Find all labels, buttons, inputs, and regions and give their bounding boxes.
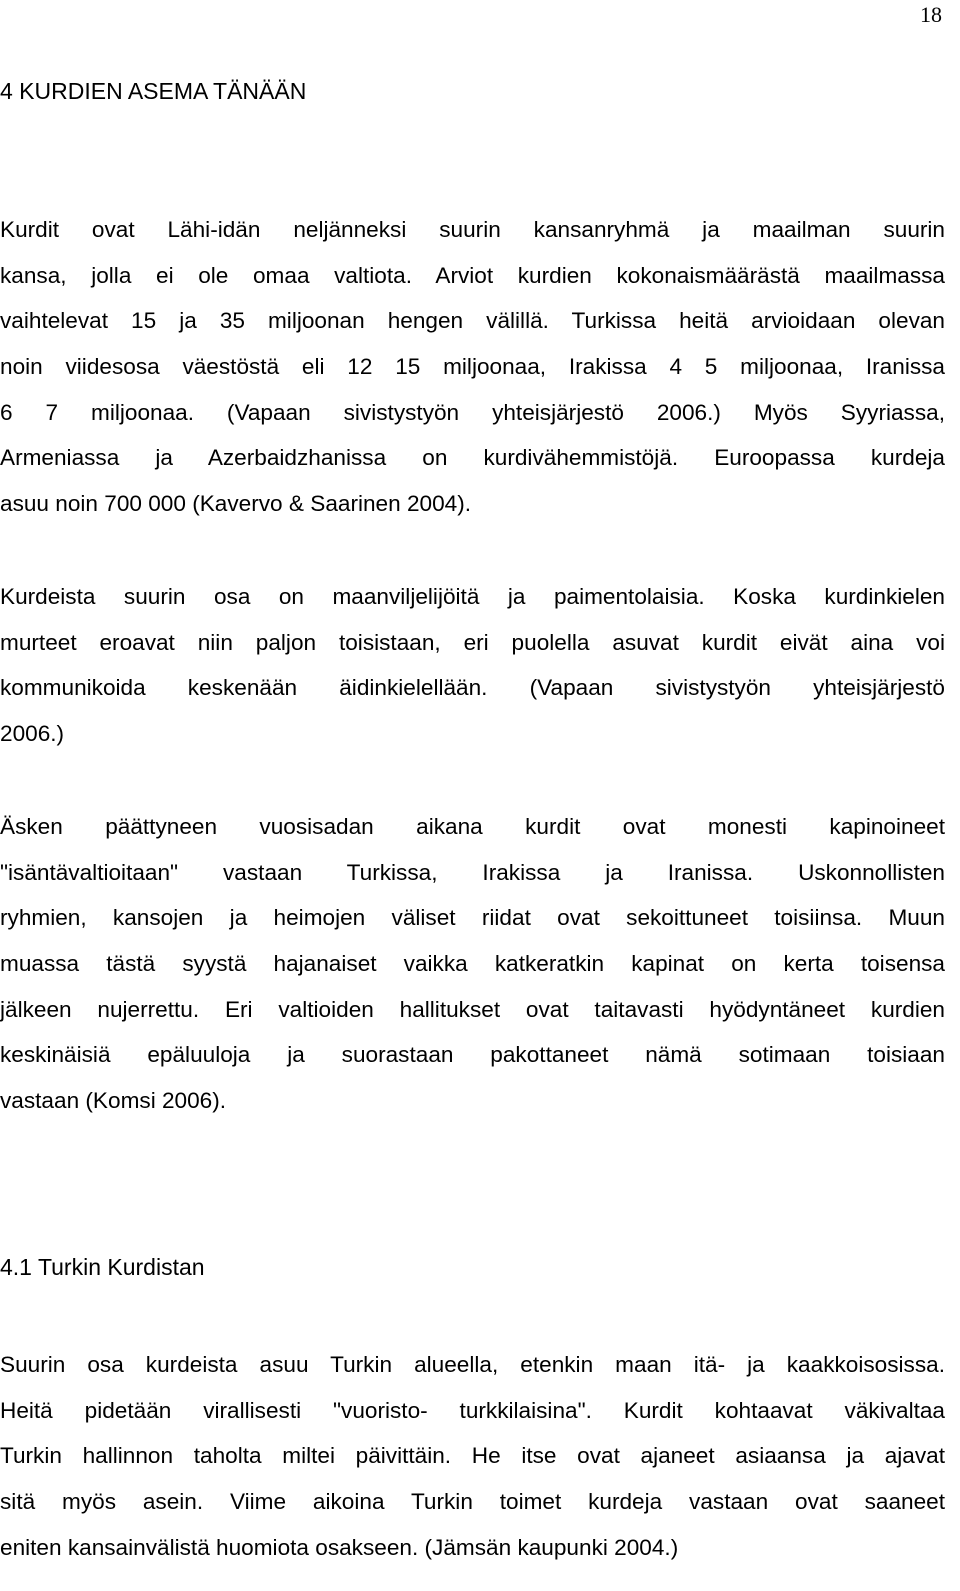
paragraph-line: muassa tästä syystä hajanaiset vaikka katkeratkin kapinat on kerta toisensa — [0, 951, 945, 977]
paragraph-line: murteet eroavat niin paljon toisistaan, eri puolella asuvat kurdit eivät aina voi — [0, 629, 945, 655]
paragraph-line: asuu noin 700 000 (Kavervo & Saarinen 2004). — [0, 491, 472, 517]
paragraph-line: 2006.) — [0, 721, 65, 747]
paragraph-3 — [0, 804, 945, 1124]
paragraph-line: Äsken päättyneen vuosisadan aikana kurdit ovat monesti kapinoineet — [0, 814, 945, 839]
paragraph-1 — [0, 207, 945, 527]
paragraph-line: keskinäisiä epäluuloja ja suorastaan pakottaneet nämä sotimaan toisiaan — [0, 1042, 945, 1068]
paragraph-line: Suurin osa kurdeista asuu Turkin alueella, etenkin maan itä- ja kaakkoisosissa. — [0, 1352, 945, 1377]
paragraph-line: sitä myös asein. Viime aikoina Turkin toimet kurdeja vastaan ovat saaneet — [0, 1489, 945, 1515]
paragraph-line: eniten kansainvälistä huomiota osakseen. (Jämsän kaupunki 2004.) — [0, 1534, 679, 1560]
paragraph-4 — [0, 1342, 945, 1570]
paragraph-line: 6 7 miljoonaa. (Vapaan sivistystyön yhteisjärjestö 2006.) Myös Syyriassa, — [0, 399, 945, 425]
page-number: 18 — [920, 2, 942, 27]
paragraph-line: jälkeen nujerrettu. Eri valtioiden hallitukset ovat taitavasti hyödyntäneet kurdien — [0, 996, 945, 1022]
paragraph-line: noin viidesosa väestöstä eli 12 15 miljoonaa, Irakissa 4 5 miljoonaa, Iranissa — [0, 354, 945, 380]
paragraph-line: Kurdit ovat Lähi-idän neljänneksi suurin kansanryhmä ja maailman suurin — [0, 217, 945, 242]
paragraph-line: Kurdeista suurin osa on maanviljelijöitä ja paimentolaisia. Koska kurdinkielen — [0, 584, 945, 609]
paragraph-line: Armeniassa ja Azerbaidzhanissa on kurdivähemmistöjä. Euroopassa kurdeja — [0, 445, 945, 471]
paragraph-line: vastaan (Komsi 2006). — [0, 1088, 227, 1114]
section-heading: 4.1 Turkin Kurdistan — [0, 1254, 205, 1280]
paragraph-line: Heitä pidetään virallisesti "vuoristo- turkkilaisina". Kurdit kohtaavat väkivaltaa — [0, 1397, 945, 1423]
paragraph-line: Turkin hallinnon taholta miltei päivittäin. He itse ovat ajaneet asiaansa ja ajavat — [0, 1443, 945, 1469]
paragraph-2 — [0, 574, 945, 757]
chapter-heading: 4 KURDIEN ASEMA TÄNÄÄN — [0, 78, 307, 104]
paragraph-line: kansa, jolla ei ole omaa valtiota. Arviot kurdien kokonaismäärästä maailmassa — [0, 262, 945, 288]
paragraph-line: vaihtelevat 15 ja 35 miljoonan hengen välillä. Turkissa heitä arvioidaan olevan — [0, 308, 945, 334]
paragraph-line: kommunikoida keskenään äidinkielellään. (Vapaan sivistystyön yhteisjärjestö — [0, 675, 945, 701]
paragraph-line: ryhmien, kansojen ja heimojen väliset riidat ovat sekoittuneet toisiinsa. Muun — [0, 905, 945, 931]
paragraph-line: "isäntävaltioitaan" vastaan Turkissa, Irakissa ja Iranissa. Uskonnollisten — [0, 859, 945, 885]
